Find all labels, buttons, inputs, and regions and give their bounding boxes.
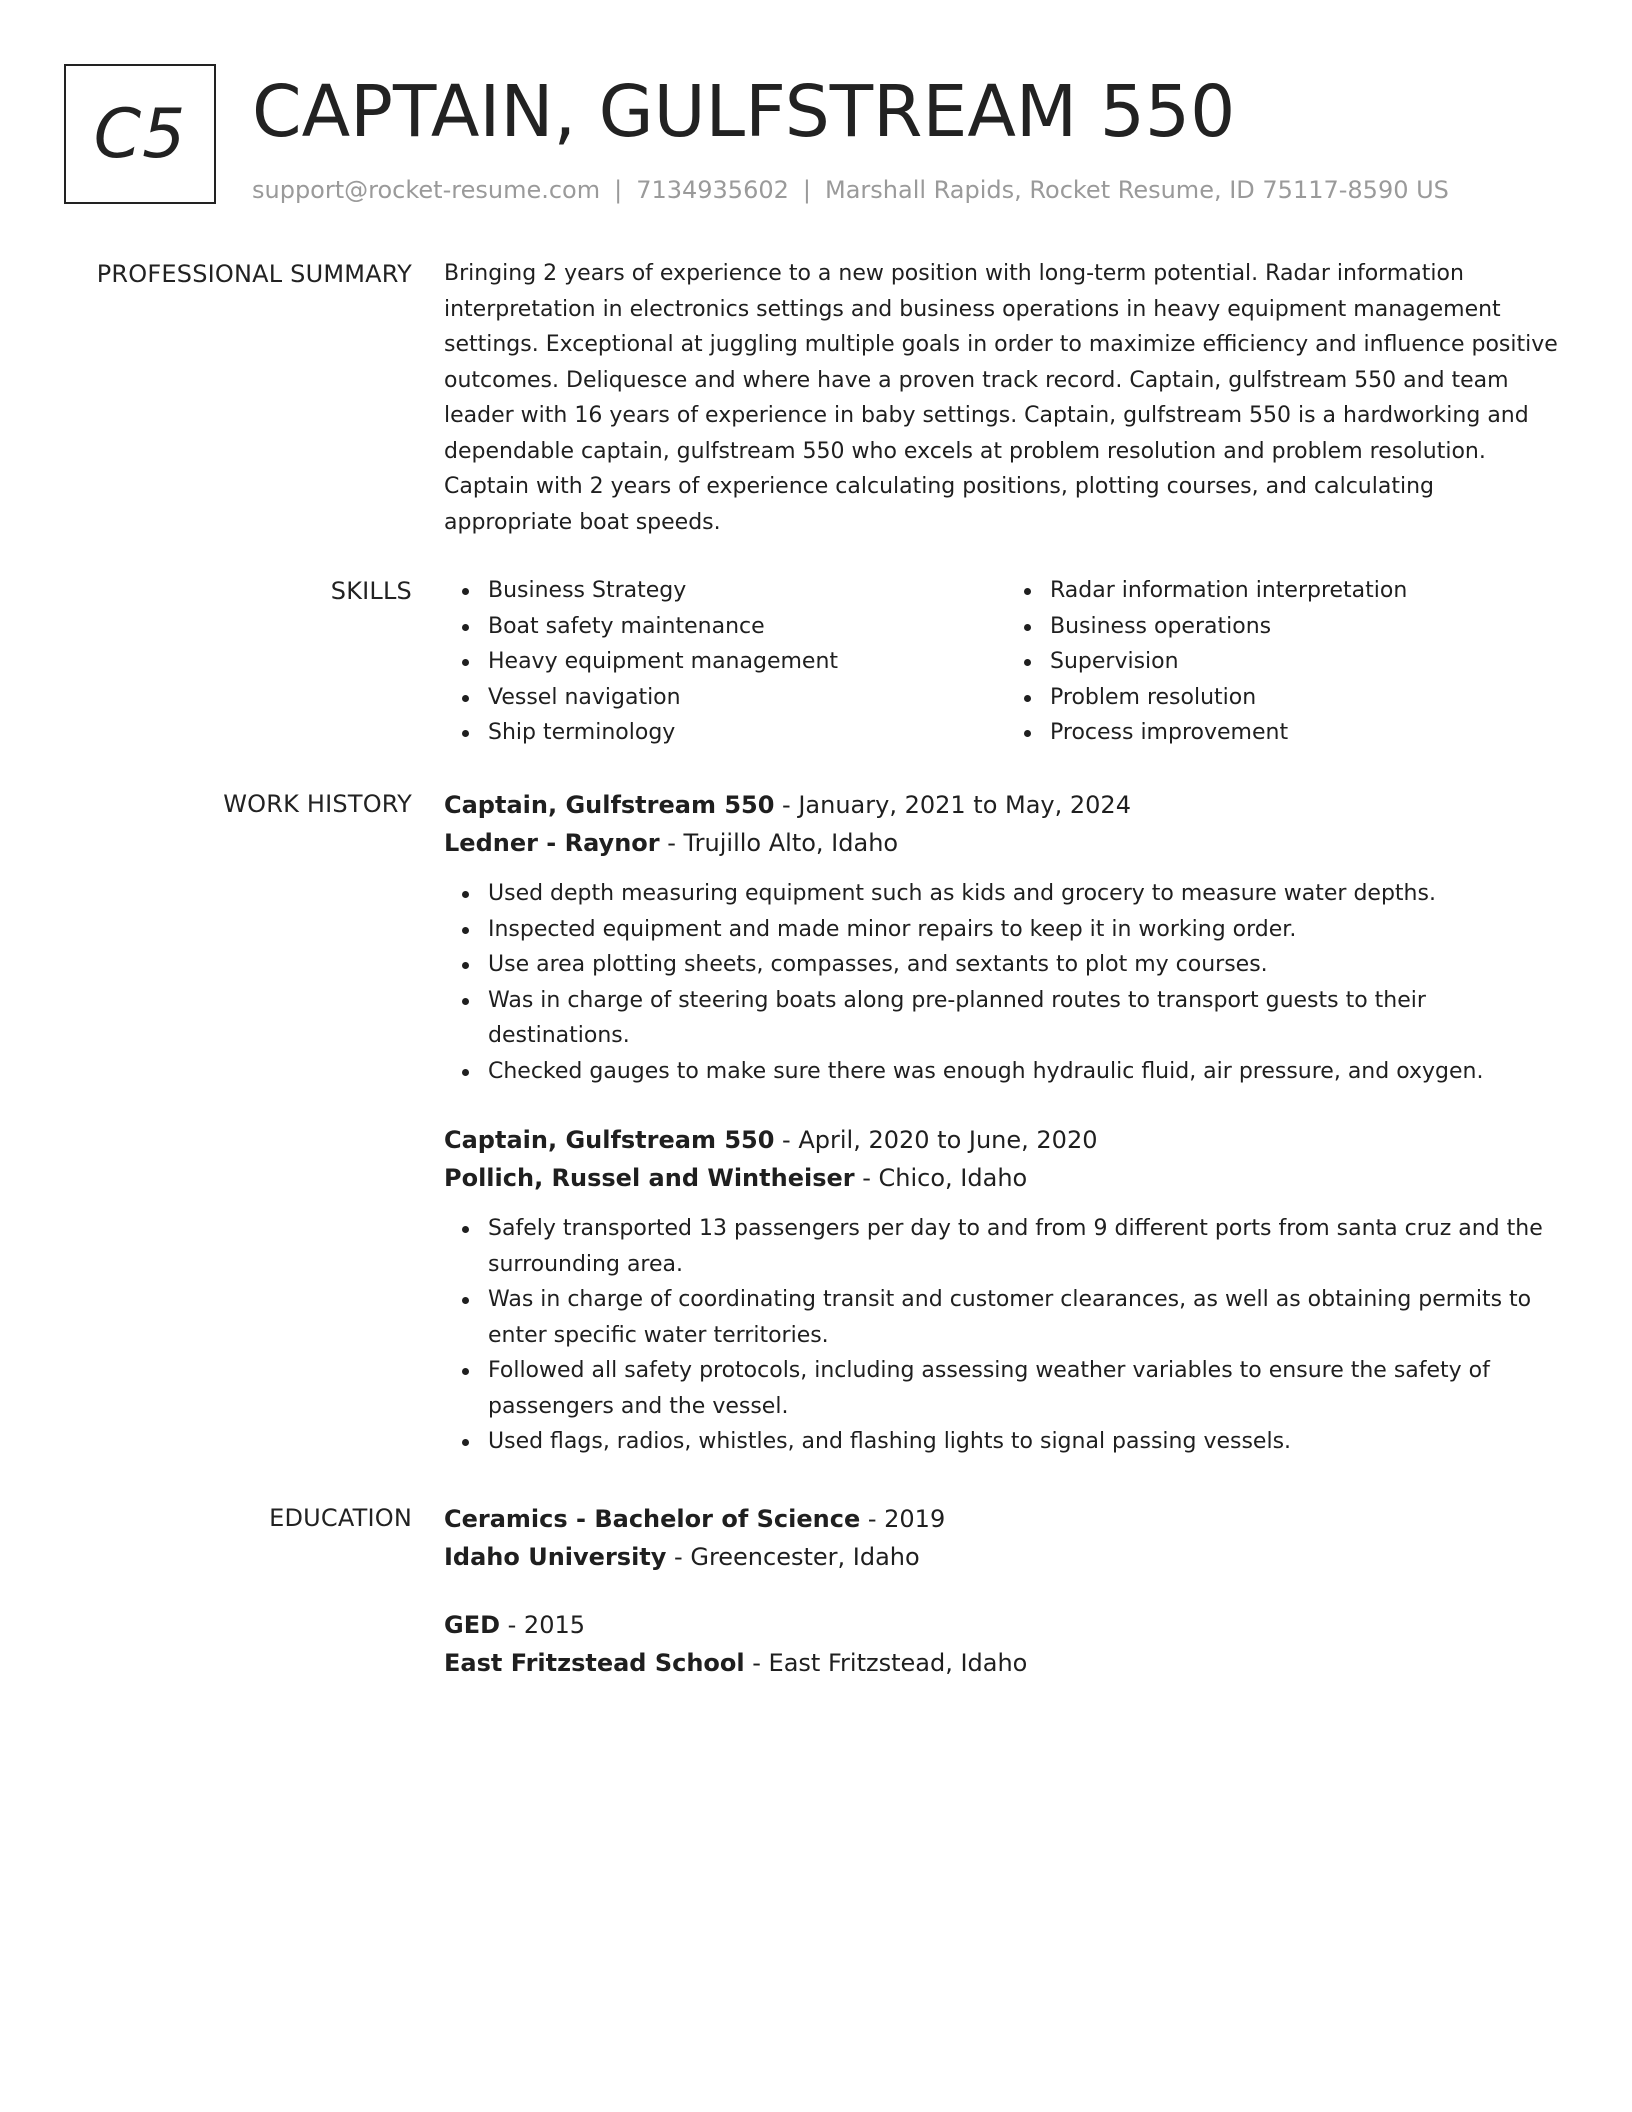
education-degree-line (444, 1500, 1568, 1538)
skill-item: Ship terminology (488, 715, 1006, 751)
education-year: - 2015 (500, 1611, 586, 1639)
job-company-line (444, 824, 1568, 862)
contact-email: support@rocket-resume.com (252, 176, 601, 204)
contact-line (252, 172, 1449, 208)
contact-address: Marshall Rapids, Rocket Resume, ID 75117-8590 US (824, 176, 1449, 204)
job-title-line (444, 1121, 1568, 1159)
education-body (444, 1500, 1568, 1682)
education-degree: GED (444, 1611, 501, 1639)
summary-body (444, 256, 1568, 540)
contact-phone: 7134935602 (636, 176, 789, 204)
job-entry (444, 786, 1568, 1089)
skill-item: Vessel navigation (488, 680, 1006, 716)
education-entry (444, 1606, 1568, 1682)
job-bullets (444, 876, 1568, 1089)
education-school-line (444, 1644, 1568, 1682)
skill-item: Boat safety maintenance (488, 609, 1006, 645)
skills-column-left (444, 573, 1006, 751)
section-label-summary: PROFESSIONAL SUMMARY (96, 260, 412, 288)
section-label-work-history: WORK HISTORY (223, 790, 412, 818)
job-location: - Chico, Idaho (854, 1164, 1028, 1192)
job-bullet: Followed all safety protocols, including assessing weather variables to ensure the safety of passengers and the vessel. (488, 1353, 1568, 1424)
skill-item: Business operations (1050, 609, 1568, 645)
contact-separator: | (614, 176, 623, 204)
section-label-education: EDUCATION (269, 1504, 412, 1532)
skill-item: Supervision (1050, 644, 1568, 680)
skills-column-right (1006, 573, 1568, 751)
skill-item: Business Strategy (488, 573, 1006, 609)
job-bullet: Used depth measuring equipment such as kids and grocery to measure water depths. (488, 876, 1568, 912)
job-bullet: Was in charge of steering boats along pre-planned routes to transport guests to their destinations. (488, 983, 1568, 1054)
job-dates: - April, 2020 to June, 2020 (774, 1126, 1098, 1154)
skill-item: Radar information interpretation (1050, 573, 1568, 609)
job-entry (444, 1121, 1568, 1460)
job-title: Captain, Gulfstream 550 (444, 1126, 775, 1154)
candidate-name: CAPTAIN, GULFSTREAM 550 (252, 70, 1236, 153)
resume-header (64, 64, 1568, 224)
education-school-line (444, 1538, 1568, 1576)
education-degree: Ceramics - Bachelor of Science (444, 1505, 861, 1533)
education-year: - 2019 (860, 1505, 946, 1533)
section-label-skills: SKILLS (330, 577, 412, 605)
education-location: - East Fritzstead, Idaho (744, 1649, 1028, 1677)
skill-item: Problem resolution (1050, 680, 1568, 716)
education-degree-line (444, 1606, 1568, 1644)
education-school: Idaho University (444, 1543, 667, 1571)
job-bullet: Checked gauges to make sure there was enough hydraulic fluid, air pressure, and oxygen. (488, 1054, 1568, 1090)
summary-text: Bringing 2 years of experience to a new position with long-term potential. Radar information interpretation in electronics settings and business operations in heavy equipment management settings. Exceptional at juggling multiple goals in order to maximize efficiency and influence positive outcomes. Deliquesce and where have a proven track record. Captain, gulfstream 550 and team leader with 16 years of experience in baby settings. Captain, gulfstream 550 is a hardworking and dependable captain, gulfstream 550 who excels at problem resolution and problem resolution. Captain with 2 years of experience calculating positions, plotting courses, and calculating appropriate boat speeds. (444, 261, 1558, 535)
job-company: Pollich, Russel and Wintheiser (444, 1164, 855, 1192)
job-title: Captain, Gulfstream 550 (444, 791, 775, 819)
monogram-text: C5 (93, 94, 187, 174)
job-location: - Trujillo Alto, Idaho (659, 829, 899, 857)
work-history-body (444, 786, 1568, 1460)
skill-item: Heavy equipment management (488, 644, 1006, 680)
job-bullet: Inspected equipment and made minor repairs to keep it in working order. (488, 912, 1568, 948)
job-bullet: Used flags, radios, whistles, and flashing lights to signal passing vessels. (488, 1424, 1568, 1460)
job-bullets (444, 1211, 1568, 1460)
job-company-line (444, 1159, 1568, 1197)
job-bullet: Use area plotting sheets, compasses, and sextants to plot my courses. (488, 947, 1568, 983)
contact-separator: | (802, 176, 811, 204)
job-bullet: Safely transported 13 passengers per day to and from 9 different ports from santa cruz and the surrounding area. (488, 1211, 1568, 1282)
education-school: East Fritzstead School (444, 1649, 745, 1677)
education-location: - Greencester, Idaho (666, 1543, 920, 1571)
job-company: Ledner - Raynor (444, 829, 660, 857)
education-entry (444, 1500, 1568, 1576)
skills-columns (444, 573, 1568, 751)
skills-body (444, 573, 1568, 751)
monogram-logo (64, 64, 216, 204)
job-title-line (444, 786, 1568, 824)
skill-item: Process improvement (1050, 715, 1568, 751)
job-dates: - January, 2021 to May, 2024 (774, 791, 1131, 819)
job-bullet: Was in charge of coordinating transit and customer clearances, as well as obtaining permits to enter specific water territories. (488, 1282, 1568, 1353)
